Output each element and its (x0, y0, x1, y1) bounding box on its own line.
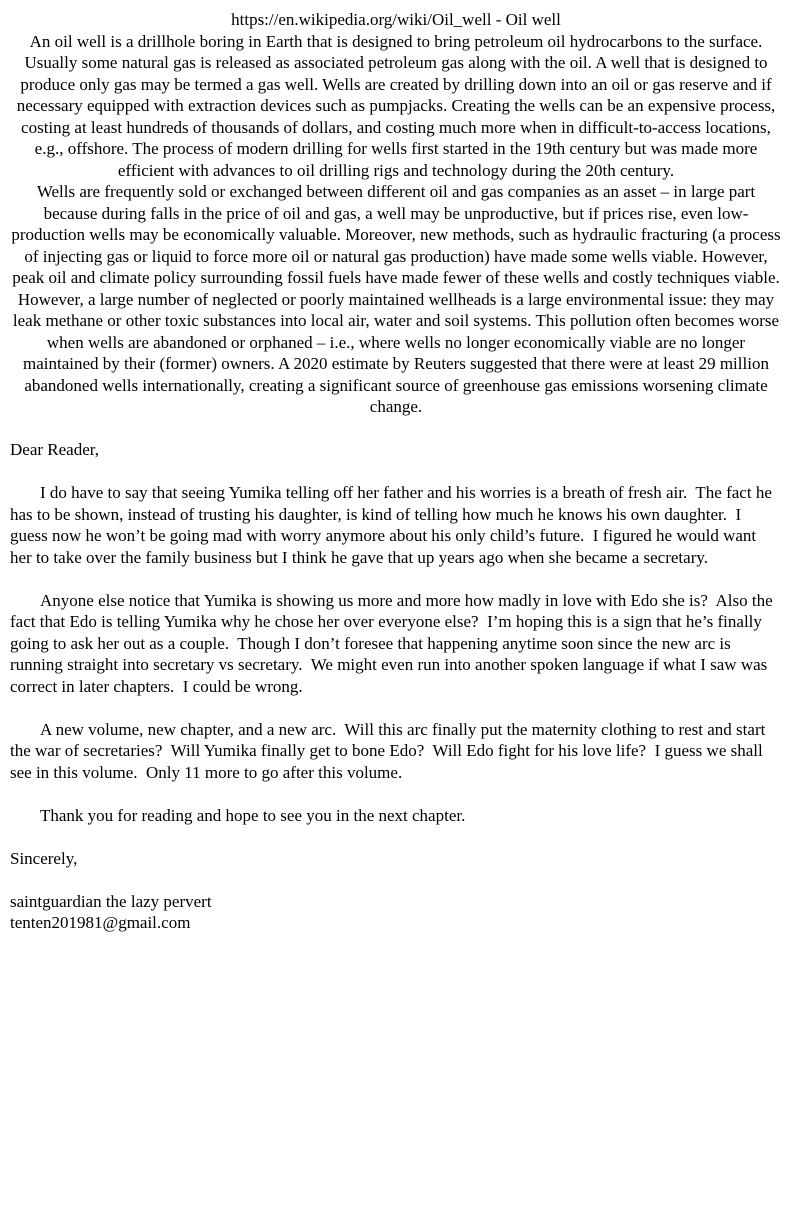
excerpt-paragraph-2: Wells are frequently sold or exchanged between different oil and gas companies as an asset – in large part because during falls in the price of oil and gas, a well may be unproductive, but if prices rise, even low-production wells may be economically valuable. Moreover, new methods, such as hydraulic fracturing (a process of injecting gas or liquid to force more oil or natural gas production) have made some wells viable. However, peak oil and climate policy surrounding fossil fuels have made fewer of these wells and costly techniques viable. (11, 182, 785, 287)
signature-email: tenten201981@gmail.com (10, 913, 191, 932)
wiki-excerpt-section (10, 9, 785, 418)
excerpt-paragraph-1: An oil well is a drillhole boring in Earth that is designed to bring petroleum oil hydrocarbons to the surface. Usually some natural gas is released as associated petroleum gas along with the oil. A well that is designed to produce only gas may be termed a gas well. Wells are created by drilling down into an oil or gas reserve and if necessary equipped with extraction devices such as pumpjacks. Creating the wells can be an expensive process, costing at least hundreds of thousands of dollars, and costing much more when in difficult-to-access locations, e.g., offshore. The process of modern drilling for wells first started in the 19th century but was made more efficient with advances to oil drilling rigs and technology during the 20th century. (16, 31, 780, 180)
letter-closing-line: Thank you for reading and hope to see you in the next chapter. (40, 805, 466, 825)
excerpt-paragraph-3: However, a large number of neglected or poorly maintained wellheads is a large environmental issue: they may leak methane or other toxic substances into local air, water and soil systems. This pollution often becomes worse when wells are abandoned or orphaned – i.e., where wells no longer economically viable are no longer maintained by their (former) owners. A 2020 estimate by Reuters suggested that there were at least 29 million abandoned wells internationally, creating a significant source of greenhouse gas emissions worsening climate change. (12, 289, 784, 416)
letter-paragraph-2: Anyone else notice that Yumika is showing us more and more how madly in love with Edo she is? Also the fact that Edo is telling Yumika why he chose her over everyone else? I’m hoping this is a sign that he’s finally going to ask her out as a couple. Though I don’t foresee that happening anytime soon since the new arc is running straight into secretary vs secretary. We might even run into another spoken language if what I saw was correct in later chapters. I could be wrong. (10, 590, 777, 696)
letter-paragraph-3: A new volume, new chapter, and a new arc. Will this arc finally put the maternity clothing to rest and start the war of secretaries? Will Yumika finally get to bone Edo? Will Edo fight for his love life? I guess we shall see in this volume. Only 11 more to go after this volume. (10, 719, 770, 782)
signature-name: saintguardian the lazy pervert (10, 891, 212, 911)
letter-paragraph-1: I do have to say that seeing Yumika telling off her father and his worries is a breath of fresh air. The fact he has to be shown, instead of trusting his daughter, is kind of telling how much he knows his own daughter. I guess now he won’t be going mad with worry anymore about his only child’s future. I figured he would want her to take over the family business but I think he gave that up years ago when she became a secretary. (10, 483, 777, 567)
reader-letter-section (10, 439, 782, 934)
letter-salutation: Dear Reader, (10, 440, 99, 459)
letter-signoff: Sincerely, (10, 848, 78, 868)
source-url-title: https://en.wikipedia.org/wiki/Oil_well - Oil well (231, 10, 561, 29)
